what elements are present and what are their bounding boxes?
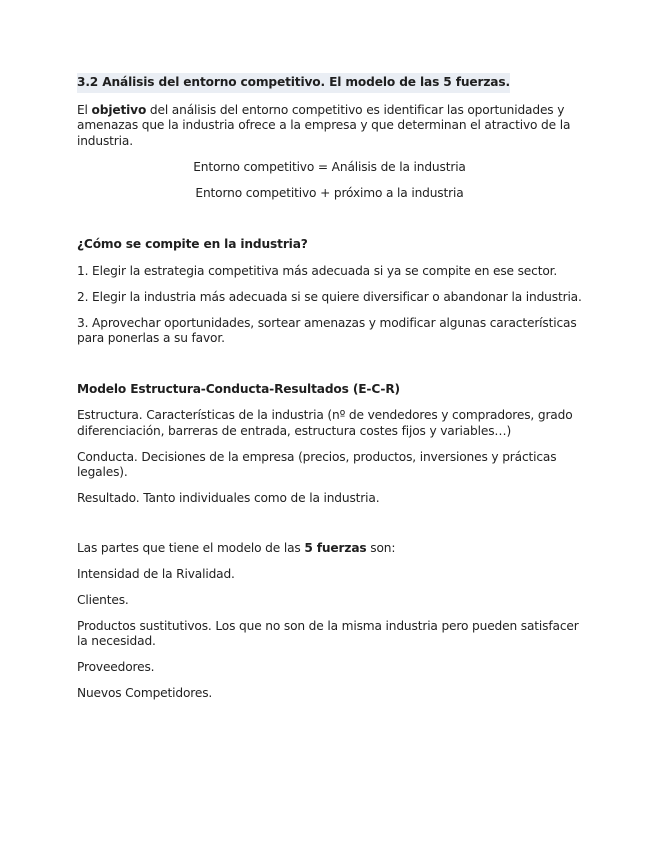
forces-intro-prefix: Las partes que tiene el modelo de las (77, 540, 305, 555)
ecr-item-resultado: Resultado. Tanto individuales como de la industria. (77, 491, 380, 505)
section-heading: 3.2 Análisis del entorno competitivo. El modelo de las 5 fuerzas. (77, 73, 510, 93)
intro-text-prefix: El (77, 102, 92, 117)
force-item-sustitutivos: Productos sustitutivos. Los que no son de la misma industria pero pueden satisfacer la necesidad. (77, 618, 579, 648)
forces-intro (77, 541, 582, 557)
ecr-item-estructura: Estructura. Características de la industria (nº de vendedores y compradores, grado diferenciación, barreras de entrada, estructura costes fijos y variables…) (77, 408, 573, 438)
compete-item-2: 2. Elegir la industria más adecuada si se quiere diversificar o abandonar la industria. (77, 289, 582, 304)
document-page (77, 73, 582, 712)
formula-line-2: Entorno competitivo + próximo a la industria (195, 185, 464, 200)
intro-text-suffix: del análisis del entorno competitivo es identificar las oportunidades y amenazas que la industria ofrece a la empresa y que determinan el atractivo de la industria. (77, 102, 571, 148)
force-item-nuevos-competidores: Nuevos Competidores. (77, 686, 213, 700)
forces-intro-suffix: son: (366, 540, 396, 555)
intro-bold-objetivo: objetivo (91, 102, 147, 117)
compete-item-1: 1. Elegir la estrategia competitiva más adecuada si ya se compite en ese sector. (77, 263, 558, 278)
intro-paragraph (77, 103, 582, 150)
force-item-rivalidad: Intensidad de la Rivalidad. (77, 566, 235, 581)
ecr-item-conducta: Conducta. Decisiones de la empresa (precios, productos, inversiones y prácticas legales). (77, 449, 557, 479)
force-item-proveedores: Proveedores. (77, 660, 155, 674)
compete-item-3: 3. Aprovechar oportunidades, sortear amenazas y modificar algunas características para ponerlas a su favor. (77, 315, 577, 345)
compete-title: ¿Cómo se compite en la industria? (77, 237, 308, 251)
ecr-title: Modelo Estructura-Conducta-Resultados (E-C-R) (77, 381, 400, 396)
force-item-clientes: Clientes. (77, 592, 129, 607)
formula-line-1: Entorno competitivo = Análisis de la industria (193, 159, 466, 174)
forces-intro-bold: 5 fuerzas (304, 540, 367, 555)
